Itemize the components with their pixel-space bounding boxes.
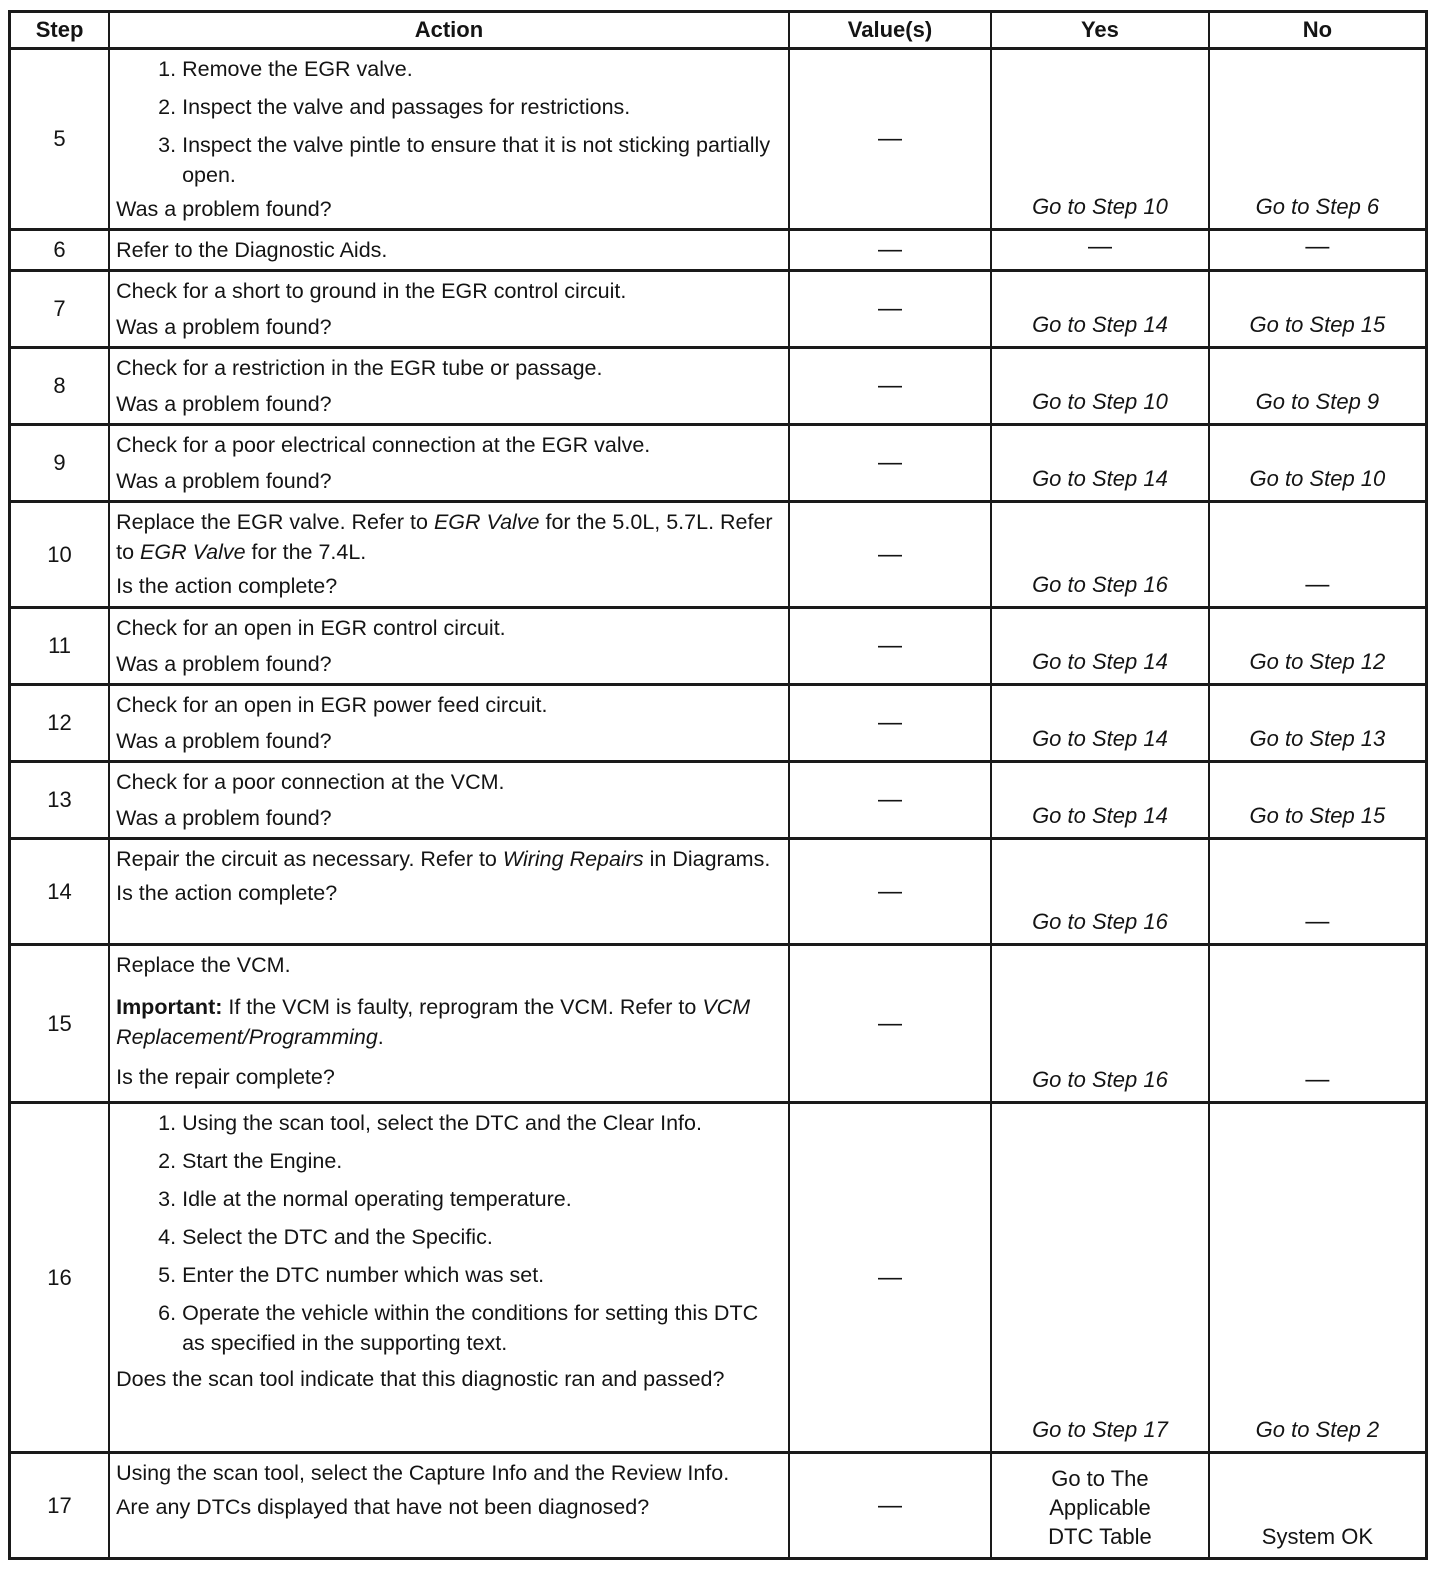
action-cell [109, 271, 789, 348]
header-no: No [1209, 12, 1427, 49]
reference-link: Wiring Repairs [502, 847, 644, 871]
action-text: Check for a short to ground in the EGR control circuit. [116, 279, 627, 303]
no-cell: System OK [1209, 1453, 1427, 1559]
step-number: 15 [10, 945, 110, 1103]
step-number: 9 [10, 425, 110, 502]
action-cell [109, 608, 789, 685]
action-text: Check for an open in EGR power feed circuit. [116, 693, 548, 717]
list-item: 5. Enter the DTC number which was set. [158, 1263, 545, 1287]
action-text: Replace the EGR valve. Refer to EGR Valve for the 5.0L, 5.7L. Refer to EGR Valve for the 7.4L. [116, 510, 773, 564]
step-number: 7 [10, 271, 110, 348]
value-cell: — [789, 945, 991, 1103]
table-row [10, 502, 1427, 608]
action-list [116, 54, 780, 190]
list-item: 1. Using the scan tool, select the DTC and the Clear Info. [158, 1111, 702, 1135]
action-cell [109, 945, 789, 1103]
step-number: 10 [10, 502, 110, 608]
header-action: Action [109, 12, 789, 49]
yes-cell: Go to Step 17 [991, 1103, 1209, 1453]
table-row [10, 1103, 1427, 1453]
table-row [10, 945, 1427, 1103]
action-cell [109, 502, 789, 608]
no-cell: Go to Step 10 [1209, 425, 1427, 502]
action-question: Is the action complete? [116, 574, 338, 598]
action-question: Was a problem found? [116, 652, 332, 676]
action-cell [109, 348, 789, 425]
important-note: Important: If the VCM is faulty, reprogram the VCM. Refer to VCM Replacement/Programming. [116, 995, 751, 1049]
yes-line: DTC Table [1048, 1524, 1152, 1549]
value-cell: — [789, 839, 991, 945]
no-cell: Go to Step 15 [1209, 762, 1427, 839]
value-cell: — [789, 762, 991, 839]
action-question: Are any DTCs displayed that have not been diagnosed? [116, 1495, 650, 1519]
action-question: Is the action complete? [116, 881, 338, 905]
no-cell: Go to Step 15 [1209, 271, 1427, 348]
table-row [10, 608, 1427, 685]
list-item: 6. Operate the vehicle within the conditions for setting this DTC as specified in the supporting text. [158, 1301, 759, 1355]
yes-cell: Go to Step 16 [991, 839, 1209, 945]
step-number: 5 [10, 49, 110, 230]
value-cell: — [789, 1453, 991, 1559]
action-text: Refer to the Diagnostic Aids. [116, 238, 388, 262]
action-question: Was a problem found? [116, 315, 332, 339]
yes-cell: Go to Step 14 [991, 685, 1209, 762]
action-cell [109, 685, 789, 762]
action-question: Was a problem found? [116, 729, 332, 753]
action-cell [109, 230, 789, 271]
no-cell: Go to Step 12 [1209, 608, 1427, 685]
header-step: Step [10, 12, 110, 49]
table-row [10, 839, 1427, 945]
header-values: Value(s) [789, 12, 991, 49]
yes-line: Go to The [1051, 1466, 1149, 1491]
action-text: Repair the circuit as necessary. Refer to Wiring Repairs in Diagrams. [116, 847, 771, 871]
list-item: 2. Inspect the valve and passages for restrictions. [158, 95, 631, 119]
action-cell [109, 49, 789, 230]
table-row [10, 348, 1427, 425]
table-row [10, 762, 1427, 839]
value-cell: — [789, 271, 991, 348]
table-row [10, 425, 1427, 502]
action-question: Was a problem found? [116, 469, 332, 493]
action-text: Check for an open in EGR control circuit. [116, 616, 506, 640]
table-row [10, 49, 1427, 230]
action-cell [109, 425, 789, 502]
action-question: Was a problem found? [116, 197, 332, 221]
no-cell: — [1209, 839, 1427, 945]
reference-link: EGR Valve [433, 510, 540, 534]
step-number: 6 [10, 230, 110, 271]
yes-cell: Go to Step 10 [991, 49, 1209, 230]
value-cell: — [789, 685, 991, 762]
yes-cell: Go to Step 14 [991, 425, 1209, 502]
action-question: Is the repair complete? [116, 1065, 335, 1089]
value-cell: — [789, 49, 991, 230]
action-cell [109, 1453, 789, 1559]
no-cell: Go to Step 2 [1209, 1103, 1427, 1453]
table-row [10, 230, 1427, 271]
action-question: Was a problem found? [116, 806, 332, 830]
value-cell: — [789, 425, 991, 502]
yes-cell: Go to Step 14 [991, 608, 1209, 685]
yes-cell [991, 1453, 1209, 1559]
value-cell: — [789, 230, 991, 271]
yes-cell: Go to Step 16 [991, 945, 1209, 1103]
step-number: 8 [10, 348, 110, 425]
no-cell: Go to Step 6 [1209, 49, 1427, 230]
action-text: Check for a restriction in the EGR tube or passage. [116, 356, 603, 380]
step-number: 17 [10, 1453, 110, 1559]
no-cell: — [1209, 945, 1427, 1103]
table-row [10, 1453, 1427, 1559]
action-text: Using the scan tool, select the Capture Info and the Review Info. [116, 1461, 730, 1485]
action-question: Does the scan tool indicate that this diagnostic ran and passed? [116, 1367, 725, 1391]
action-question: Was a problem found? [116, 392, 332, 416]
table-row [10, 271, 1427, 348]
action-list [116, 1108, 780, 1358]
action-cell [109, 762, 789, 839]
reference-link: VCM Replacement/Programming [116, 995, 751, 1049]
important-label: Important: [116, 995, 223, 1019]
yes-cell: Go to Step 10 [991, 348, 1209, 425]
list-item: 3. Inspect the valve pintle to ensure that it is not sticking partially open. [158, 133, 771, 187]
step-number: 16 [10, 1103, 110, 1453]
no-cell: — [1209, 502, 1427, 608]
step-number: 14 [10, 839, 110, 945]
action-cell [109, 1103, 789, 1453]
step-number: 13 [10, 762, 110, 839]
action-text: Check for a poor electrical connection at the EGR valve. [116, 433, 651, 457]
no-cell: Go to Step 9 [1209, 348, 1427, 425]
reference-link: EGR Valve [140, 540, 246, 564]
diagnostic-table [8, 10, 1428, 1560]
yes-cell: Go to Step 14 [991, 762, 1209, 839]
step-number: 11 [10, 608, 110, 685]
list-item: 2. Start the Engine. [158, 1149, 343, 1173]
step-number: 12 [10, 685, 110, 762]
yes-cell: — [991, 230, 1209, 271]
action-text: Check for a poor connection at the VCM. [116, 770, 505, 794]
yes-line: Applicable [1049, 1495, 1151, 1520]
list-item: 1. Remove the EGR valve. [158, 57, 413, 81]
value-cell: — [789, 608, 991, 685]
value-cell: — [789, 502, 991, 608]
header-row [10, 12, 1427, 49]
no-cell: — [1209, 230, 1427, 271]
value-cell: — [789, 348, 991, 425]
no-cell: Go to Step 13 [1209, 685, 1427, 762]
table-row [10, 685, 1427, 762]
list-item: 3. Idle at the normal operating temperature. [158, 1187, 572, 1211]
header-yes: Yes [991, 12, 1209, 49]
value-cell: — [789, 1103, 991, 1453]
list-item: 4. Select the DTC and the Specific. [158, 1225, 493, 1249]
action-cell [109, 839, 789, 945]
action-text: Replace the VCM. [116, 953, 291, 977]
yes-cell: Go to Step 16 [991, 502, 1209, 608]
yes-cell: Go to Step 14 [991, 271, 1209, 348]
